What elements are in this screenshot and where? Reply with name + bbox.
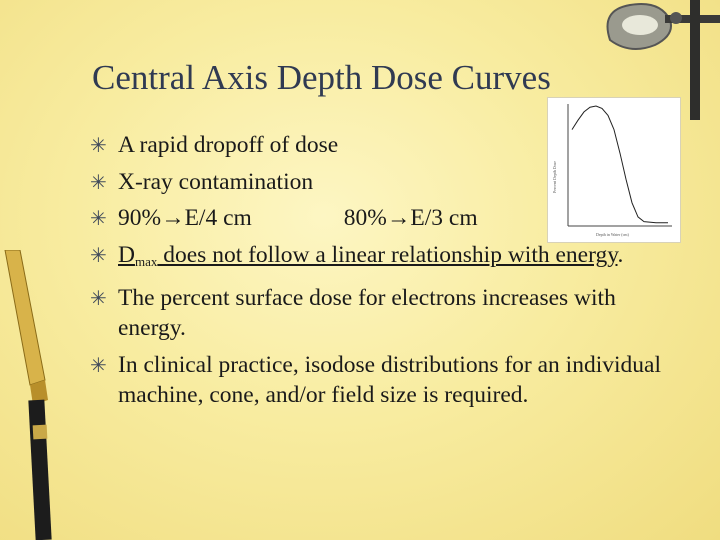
bullet-list: [90, 130, 675, 416]
dmax-symbol: D: [118, 241, 135, 268]
bullet-surface-dose: [90, 283, 675, 343]
bullet-text: X-ray contamination: [118, 168, 314, 195]
star-burst-icon: ✳: [90, 288, 107, 310]
bullet-dmax: [90, 240, 675, 277]
bullet-rapid-dropoff: [90, 130, 675, 160]
desk-lamp-decoration: [570, 0, 720, 120]
bullet-percent-depth: [90, 203, 675, 233]
bullet-text: A rapid dropoff of dose: [118, 132, 339, 158]
bullet-clinical-practice: [90, 350, 675, 410]
arrow-icon: →: [386, 205, 411, 231]
y-axis-caption: Percent Depth Dose: [552, 161, 557, 193]
arrow-icon: →: [161, 205, 185, 231]
bullet-text: The percent surface dose for electrons increases with energy.: [118, 285, 616, 341]
star-burst-icon: ✳: [90, 208, 107, 230]
star-burst-icon: ✳: [90, 354, 107, 377]
star-burst-icon: ✳: [90, 171, 107, 194]
dmax-link[interactable]: [118, 242, 617, 268]
bullet-text: In clinical practice, isodose distributions for an individual machine, cone, and/or field size is required.: [118, 351, 661, 408]
star-burst-icon: ✳: [90, 135, 107, 157]
dmax-subscript: max: [134, 253, 158, 269]
star-burst-icon: ✳: [90, 244, 107, 267]
bullet-80-value: E/3 cm: [410, 205, 478, 231]
slide-title: Central Axis Depth Dose Curves: [92, 58, 551, 97]
bullet-90-label: 90%: [118, 205, 162, 231]
x-axis-caption: Depth in Water (cm): [596, 232, 629, 237]
dmax-period: .: [617, 241, 624, 268]
fountain-pen-decoration: [0, 250, 60, 540]
dmax-text: does not follow a linear relationship with energy: [157, 241, 618, 268]
bullet-xray-contamination: [90, 167, 675, 197]
bullet-80-label: 80%: [343, 205, 387, 231]
bullet-90-value: E/4 cm: [184, 205, 252, 231]
